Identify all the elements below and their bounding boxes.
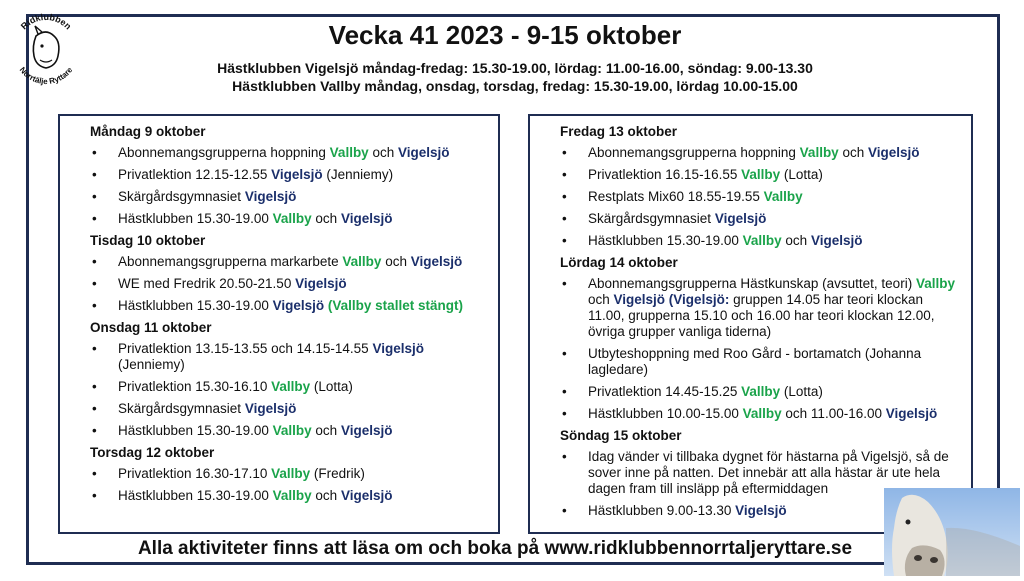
activity-text: och — [311, 488, 341, 503]
location-vallby: Vallby — [271, 466, 311, 481]
location-vigelsjo: Vigelsjö — [867, 145, 920, 160]
activity-text: Hästklubben 15.30-19.00 — [118, 211, 273, 226]
location-vallby: Vallby — [741, 384, 781, 399]
activity-text: och — [781, 233, 811, 248]
footer-link-text: Alla aktiviteter finns att läsa om och boka på www.ridklubbennorrtaljeryttare.se — [137, 538, 853, 559]
page-title: Vecka 41 2023 - 9-15 oktober — [328, 20, 682, 50]
location-vigelsjo: Vigelsjö — [295, 276, 347, 291]
activity-text: WE med Fredrik 20.50-21.50 — [118, 276, 296, 291]
activity-list — [90, 145, 488, 227]
activity-text: Skärgårdsgymnasiet — [118, 189, 245, 204]
svg-text:Ridklubben: Ridklubben — [18, 11, 74, 32]
day-heading: Måndag 9 oktober — [90, 124, 206, 139]
location-vigelsjo: Vigelsjö — [372, 341, 424, 356]
activity-text: Hästklubben 15.30-19.00 — [118, 423, 273, 438]
activity-text: Privatlektion 15.30-16.10 — [118, 379, 272, 394]
activity-item — [90, 211, 488, 227]
activity-item — [560, 276, 961, 340]
location-vigelsjo: Vigelsjö — [340, 211, 393, 226]
location-vigelsjo: Vigelsjö — [272, 298, 325, 313]
day-heading: Lördag 14 oktober — [560, 255, 678, 270]
activity-list — [560, 145, 961, 249]
activity-text: Hästklubben 15.30-19.00 — [118, 298, 273, 313]
location-vallby: Vallby — [741, 167, 781, 182]
location-vigelsjo: Vigelsjö — [244, 189, 297, 204]
location-vigelsjo: Vigelsjö — [397, 145, 450, 160]
hours-vigelsjo: Hästklubben Vigelsjö måndag-fredag: 15.30-19.00, lördag: 11.00-16.00, söndag: 9.00-13.30 — [217, 60, 813, 76]
day-heading: Onsdag 11 oktober — [90, 320, 212, 335]
location-vallby: Vallby — [329, 145, 369, 160]
location-vigelsjo: Vigelsjö — [714, 211, 767, 226]
svg-text:Norrtälje Ryttare: Norrtälje Ryttare — [17, 65, 75, 87]
activity-item — [90, 145, 488, 161]
location-vigelsjo: Vigelsjö (Vigelsjö: — [613, 292, 730, 307]
activity-item — [90, 466, 488, 482]
location-vigelsjo: Vigelsjö — [244, 401, 297, 416]
activity-text: Privatlektion 12.15-12.55 — [118, 167, 272, 182]
activity-text: och — [311, 211, 341, 226]
activity-item — [90, 423, 488, 439]
day-heading: Söndag 15 oktober — [560, 428, 682, 443]
activity-list — [90, 254, 488, 314]
schedule-left-column — [58, 114, 500, 534]
activity-text: Privatlektion 16.30-17.10 — [118, 466, 272, 481]
location-vallby: Vallby — [342, 254, 382, 269]
day-heading: Torsdag 12 oktober — [90, 445, 215, 460]
activity-text: Privatlektion 16.15-16.55 — [588, 167, 742, 182]
activity-list — [90, 466, 488, 504]
activity-text: (Jenniemy) — [322, 167, 394, 182]
location-vigelsjo: Vigelsjö — [340, 488, 393, 503]
activity-text: (Fredrik) — [310, 466, 365, 481]
schedule-right-column — [528, 114, 973, 534]
activity-list — [90, 341, 488, 439]
activity-item — [90, 254, 488, 270]
activity-text: och 11.00-16.00 — [781, 406, 886, 421]
location-vallby: Vallby — [763, 189, 803, 204]
activity-text: och — [311, 423, 341, 438]
activity-item — [560, 384, 961, 400]
activity-text: och — [588, 292, 614, 307]
location-vallby: (Vallby stallet stängt) — [324, 298, 463, 313]
horse-photo — [884, 488, 1020, 576]
activity-text: (Lotta) — [310, 379, 353, 394]
activity-item — [90, 488, 488, 504]
activity-text: Skärgårdsgymnasiet — [588, 211, 715, 226]
activity-text: (Lotta) — [780, 384, 823, 399]
location-vigelsjo: Vigelsjö — [340, 423, 393, 438]
activity-text: (Jenniemy) — [118, 357, 185, 372]
location-vallby: Vallby — [799, 145, 839, 160]
activity-item — [90, 401, 488, 417]
activity-text: och — [368, 145, 398, 160]
location-vallby: Vallby — [272, 211, 312, 226]
activity-text: Restplats Mix60 18.55-19.55 — [588, 189, 764, 204]
activity-text: Privatlektion 14.45-15.25 — [588, 384, 742, 399]
activity-item — [560, 211, 961, 227]
activity-list — [560, 276, 961, 422]
activity-item — [560, 167, 961, 183]
day-heading: Tisdag 10 oktober — [90, 233, 206, 248]
location-vigelsjo: Vigelsjö — [735, 503, 787, 518]
activity-text: Abonnemangsgrupperna Hästkunskap (avsuttet, teori) — [588, 276, 916, 291]
activity-text: Hästklubben 15.30-19.00 — [588, 233, 743, 248]
location-vigelsjo: Vigelsjö — [410, 254, 463, 269]
location-vallby: Vallby — [915, 276, 955, 291]
activity-text: Hästklubben 10.00-15.00 — [588, 406, 743, 421]
activity-text: Privatlektion 13.15-13.55 och 14.15-14.55 — [118, 341, 373, 356]
activity-text: Abonnemangsgrupperna hoppning — [118, 145, 330, 160]
activity-item — [90, 341, 488, 373]
activity-item — [560, 406, 961, 422]
location-vallby: Vallby — [272, 423, 312, 438]
activity-text: Abonnemangsgrupperna hoppning — [588, 145, 800, 160]
location-vallby: Vallby — [742, 233, 782, 248]
activity-item — [90, 379, 488, 395]
activity-item — [90, 298, 488, 314]
activity-text: Skärgårdsgymnasiet — [118, 401, 245, 416]
activity-text: Abonnemangsgrupperna markarbete — [118, 254, 343, 269]
activity-text: Utbyteshoppning med Roo Gård - bortamatch (Johanna lagledare) — [588, 346, 922, 377]
location-vigelsjo: Vigelsjö — [810, 233, 863, 248]
location-vallby: Vallby — [272, 488, 312, 503]
activity-text: gruppen 14.05 har teori klockan 11.00, grupperna 15.10 och 16.00 har teori klockan 12.00, övriga grupper vanliga tiderna) — [588, 292, 935, 339]
location-vallby: Vallby — [742, 406, 782, 421]
day-heading: Fredag 13 oktober — [560, 124, 678, 139]
activity-text: (Lotta) — [780, 167, 823, 182]
hours-vallby: Hästklubben Vallby måndag, onsdag, torsdag, fredag: 15.30-19.00, lördag 10.00-15.00 — [232, 78, 798, 94]
activity-item — [560, 346, 961, 378]
activity-text: och — [838, 145, 868, 160]
location-vigelsjo: Vigelsjö — [885, 406, 938, 421]
activity-item — [90, 276, 488, 292]
activity-text: Hästklubben 15.30-19.00 — [118, 488, 273, 503]
location-vigelsjo: Vigelsjö — [271, 167, 323, 182]
location-vallby: Vallby — [271, 379, 311, 394]
activity-item — [560, 233, 961, 249]
activity-item — [90, 167, 488, 183]
activity-text: Idag vänder vi tillbaka dygnet för hästarna på Vigelsjö, så de sover inne på natten. Det innebär att alla hästar är ute hela dagen fram till insläpp på eftermiddagen — [588, 449, 949, 496]
activity-item — [560, 145, 961, 161]
activity-text: Hästklubben 9.00-13.30 — [588, 503, 736, 518]
activity-text: och — [381, 254, 411, 269]
activity-item — [90, 189, 488, 205]
activity-item — [560, 189, 961, 205]
